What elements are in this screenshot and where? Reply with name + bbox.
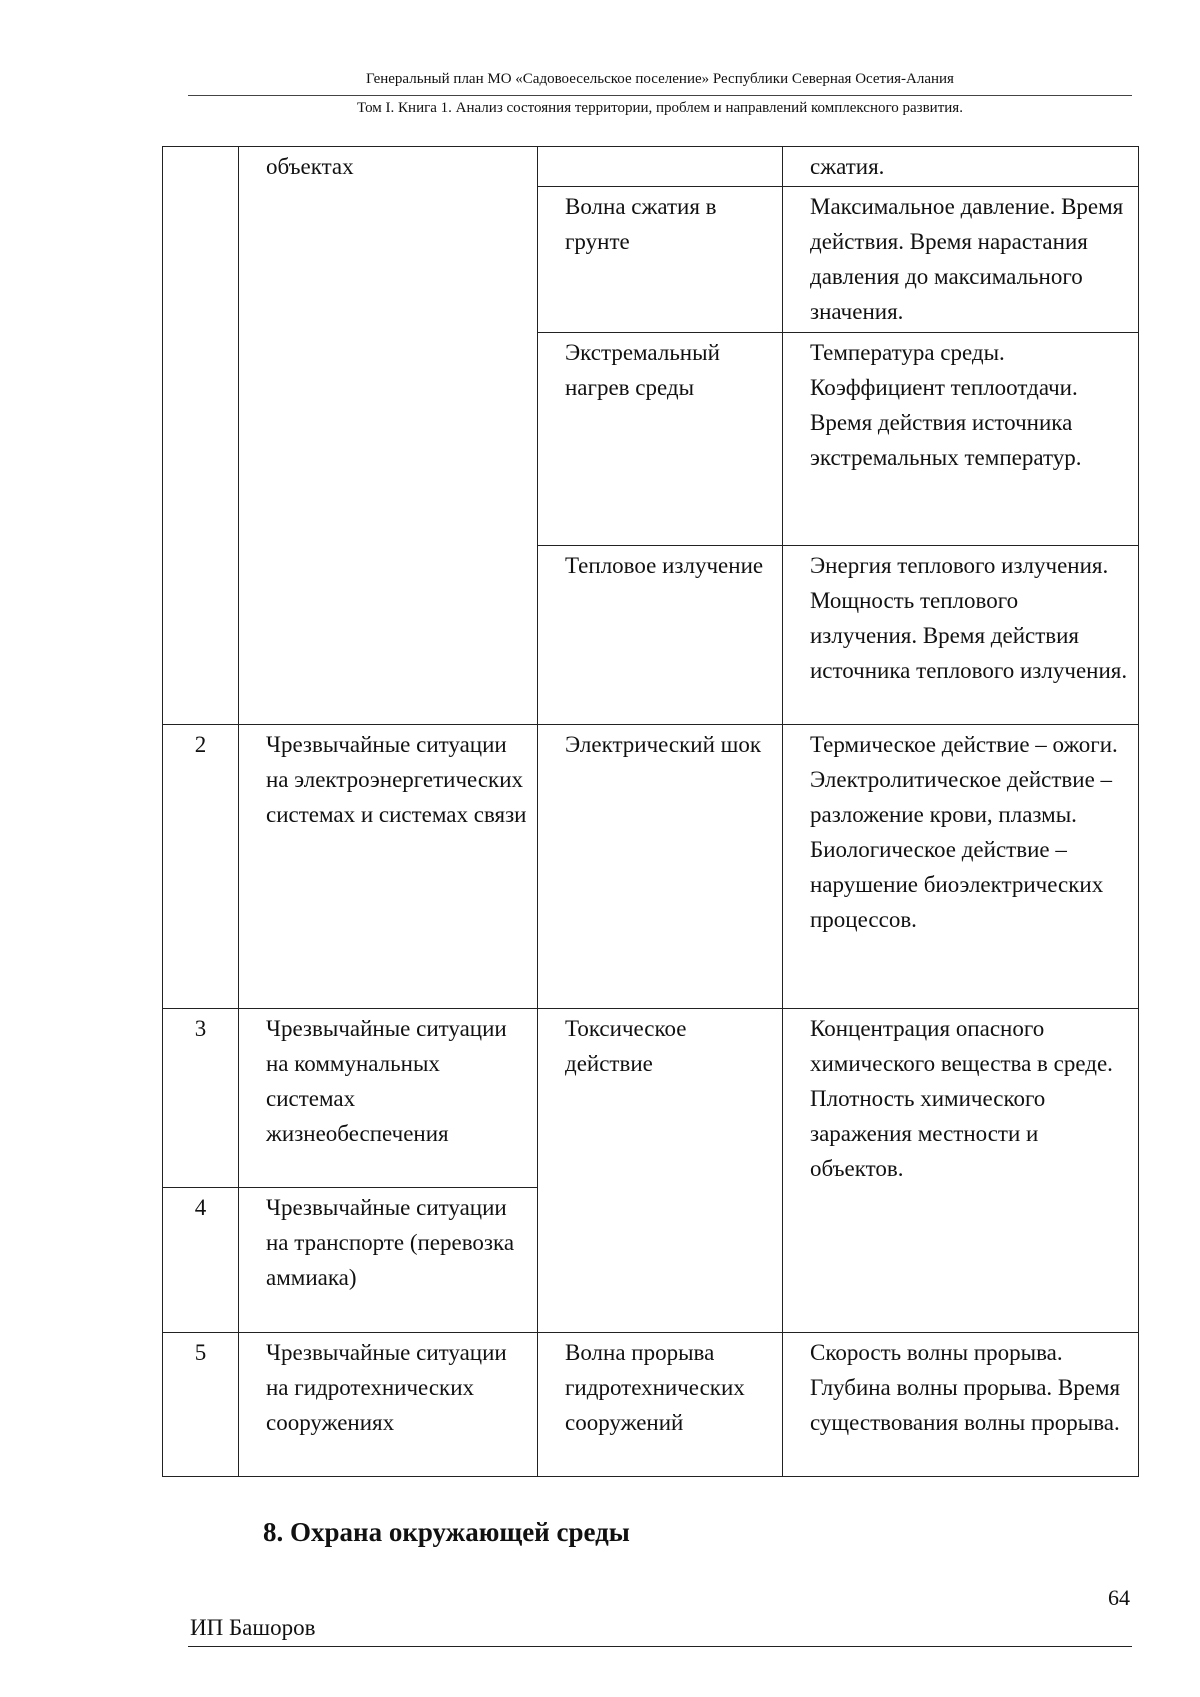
header-subtitle-line: Том I. Книга 1. Анализ состояния территории, проблем и направлений комплексного развития. [357,100,963,116]
table-cell-parameters: Энергия теплового излучения. Мощность теплового излучения. Время действия источника теплового излучения. [783,546,1139,725]
table-cell-damaging-factor [538,147,783,187]
table-cell-emergency-type: Чрезвычайные ситуации на электроэнергетических системах и системах связи [239,725,538,1009]
header-title-line: Генеральный план МО «Садовоесельское поселение» Республики Северная Осетия-Алания [366,71,954,87]
table-row [163,1333,1139,1477]
table-cell-parameters: Скорость волны прорыва. Глубина волны прорыва. Время существования волны прорыва. [783,1333,1139,1477]
table-cell-number [163,147,239,725]
table-cell-number: 3 [163,1009,239,1188]
table-cell-parameters: Температура среды. Коэффициент теплоотдачи. Время действия источника экстремальных температур. [783,333,1139,546]
table-cell-parameters: Концентрация опасного химического вещества в среде. Плотность химического заражения местности и объектов. [783,1009,1139,1333]
footer-author: ИП Башоров [190,1615,316,1640]
table-cell-damaging-factor: Тепловое излучение [538,546,783,725]
table-cell-emergency-type: объектах [239,147,538,725]
table-cell-damaging-factor: Токсическое действие [538,1009,783,1333]
table-cell-damaging-factor: Волна прорыва гидротехнических сооружений [538,1333,783,1477]
table-cell-emergency-type: Чрезвычайные ситуации на коммунальных системах жизнеобеспечения [239,1009,538,1188]
table-cell-damaging-factor: Волна сжатия в грунте [538,187,783,333]
table-cell-number: 4 [163,1188,239,1333]
table-cell-parameters: Термическое действие – ожоги. Электролитическое действие – разложение крови, плазмы. Биологическое действие – нарушение биоэлектрических процессов. [783,725,1139,1009]
table-cell-damaging-factor: Экстремальный нагрев среды [538,333,783,546]
table-row [163,1009,1139,1188]
table-row [163,725,1139,1009]
table-row [163,147,1139,187]
table-cell-damaging-factor: Электрический шок [538,725,783,1009]
table-cell-number: 2 [163,725,239,1009]
footer-divider [188,1646,1132,1647]
table-cell-parameters: сжатия. [783,147,1139,187]
page-number: 64 [1108,1585,1130,1610]
table-cell-emergency-type: Чрезвычайные ситуации на гидротехнических сооружениях [239,1333,538,1477]
section-heading: 8. Охрана окружающей среды [263,1517,630,1547]
header-divider [188,95,1132,96]
table-cell-parameters: Максимальное давление. Время действия. Время нарастания давления до максимального значения. [783,187,1139,333]
table-cell-number: 5 [163,1333,239,1477]
table-cell-emergency-type: Чрезвычайные ситуации на транспорте (перевозка аммиака) [239,1188,538,1333]
hazard-factors-table [162,146,1139,1477]
